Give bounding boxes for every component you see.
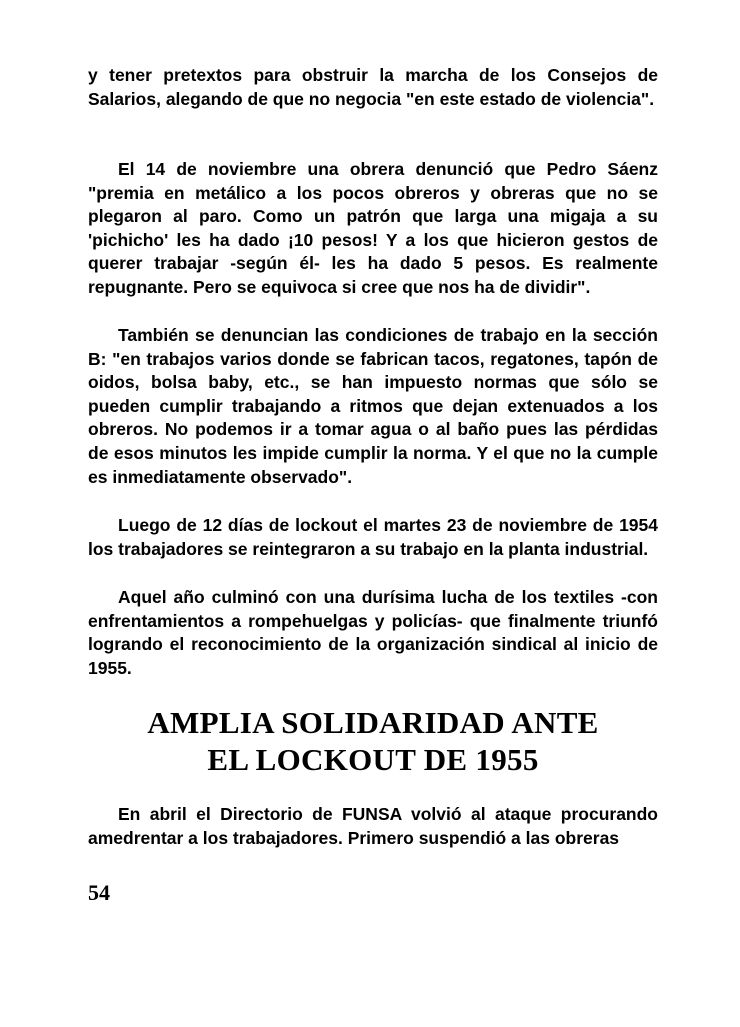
paragraph-seccion-b — [88, 324, 658, 489]
section-heading-line-2: EL LOCKOUT DE 1955 — [207, 742, 539, 777]
paragraph-directorio-funsa — [88, 803, 658, 850]
paragraph-text: También se denuncian las condiciones de trabajo en la sección B: "en trabajos varios donde se fabrican tacos, regatones, tapón de oidos, bolsa baby, etc., se han impuesto normas que sólo se pueden cumplir trabajando a ritmos que dejan extenuados a los obreros. No podemos ir a tomar agua o al baño pues las pérdidas de esos minutos les impide cumplir la norma. Y el que no la cumple es inmediatamente observado". — [88, 325, 658, 487]
paragraph-textiles — [88, 586, 658, 680]
paragraph-text: Aquel año culminó con una durísima lucha de los textiles -con enfrentamientos a rompehuelgas y policías- que finalmente triunfó logrando el reconocimiento de la organización sindical al inicio de 1955. — [88, 587, 658, 678]
section-heading — [88, 704, 658, 778]
paragraph-lockout-end — [88, 514, 658, 561]
paragraph-text: y tener pretextos para obstruir la marcha de los Consejos de Salarios, alegando de que no negocia "en este estado de violencia". — [88, 65, 658, 109]
paragraph-text: El 14 de noviembre una obrera denunció que Pedro Sáenz "premia en metálico a los pocos obreros y obreras que no se plegaron al paro. Como un patrón que larga una migaja a su 'pichicho' les ha dado ¡10 pesos! Y a los que hicieron gestos de querer trabajar -según él- les ha dado 5 pesos. Es realmente repugnante. Pero se equivoca si cree que nos ha de dividir". — [88, 159, 658, 297]
paragraph-pedro-saenz — [88, 158, 658, 300]
section-heading-line-1: AMPLIA SOLIDARIDAD ANTE — [147, 705, 599, 740]
page-number: 54 — [88, 880, 110, 905]
paragraph-text: En abril el Directorio de FUNSA volvió al ataque procurando amedrentar a los trabajadores. Primero suspendió a las obreras — [88, 804, 658, 848]
paragraph-text: Luego de 12 días de lockout el martes 23 de noviembre de 1954 los trabajadores se reintegraron a su trabajo en la planta industrial. — [88, 515, 658, 559]
paragraph-continuation — [88, 64, 658, 111]
